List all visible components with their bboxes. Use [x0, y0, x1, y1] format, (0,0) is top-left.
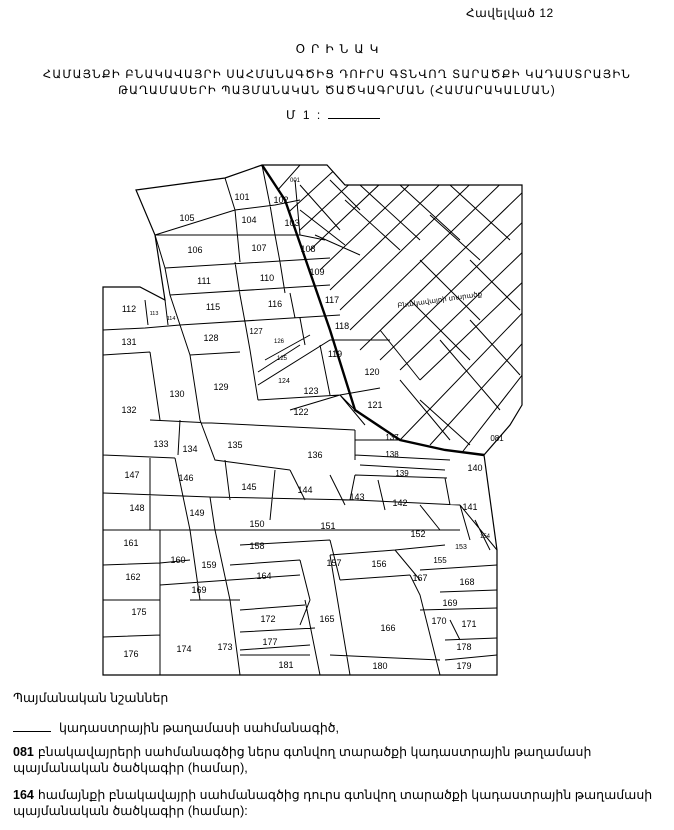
parcel-143: 143 [349, 492, 365, 502]
parcel-141: 141 [462, 502, 478, 512]
parcel-105: 105 [179, 213, 195, 223]
parcel-110: 110 [259, 273, 275, 283]
scale-label: Մ 1 : [286, 108, 323, 122]
parcel-151: 151 [320, 521, 336, 531]
annex-number: Հավելված 12 [466, 6, 554, 20]
sample-label: ՕՐԻՆԱԿ [295, 42, 385, 56]
parcel-111: 111 [197, 276, 211, 286]
legend-outside-text: համայնքի բնակավայրի սահմանագծից դուրս գտնվող տարածքի կադաստրային թաղամասի պայմանական ծածկագիր (համար): [13, 788, 653, 818]
legend-inside-text: բնակավայրերի սահմանագծից ներս գտնվող տարածքի կադաստրային թաղամասի պայմանական ծածկագիր (համար), [13, 745, 592, 775]
parcel-147: 147 [124, 470, 140, 480]
parcel-155: 155 [433, 556, 447, 565]
parcel-157: 157 [326, 558, 342, 568]
parcel-180: 180 [372, 661, 388, 671]
parcel-172: 172 [260, 614, 276, 624]
legend-outside [13, 787, 673, 819]
parcel-118: 118 [334, 321, 350, 331]
parcel-108: 108 [300, 244, 316, 254]
parcel-103: 103 [284, 218, 300, 228]
parcel-102: 102 [273, 195, 289, 205]
legend-code-inside: 081 [13, 745, 34, 759]
parcel-150: 150 [249, 519, 265, 529]
parcel-166: 166 [380, 623, 396, 633]
legend-inside [13, 744, 673, 776]
parcel-153: 153 [455, 544, 467, 551]
parcel-174: 174 [176, 644, 192, 654]
parcel-145: 145 [241, 482, 257, 492]
parcel-170: 170 [431, 616, 447, 626]
parcel-177: 177 [262, 637, 278, 647]
parcel-119: 119 [327, 349, 343, 359]
parcel-137: 137 [385, 433, 399, 442]
boundary-line-sample [13, 719, 51, 732]
parcel-142: 142 [392, 498, 408, 508]
settlement-label: Բնակավայրի տարածք [397, 291, 483, 310]
parcel-156: 156 [371, 559, 387, 569]
parcel-146: 146 [178, 473, 194, 483]
parcel-138: 138 [385, 450, 399, 459]
parcel-104: 104 [241, 215, 257, 225]
parcel-112: 112 [121, 304, 137, 314]
parcel-175: 175 [131, 607, 147, 617]
parcel-115: 115 [205, 302, 221, 312]
parcel-133: 133 [153, 439, 169, 449]
legend-title: Պայմանական նշաններ [13, 691, 169, 705]
parcel-131: 131 [121, 337, 137, 347]
scale [286, 108, 380, 122]
parcel-107: 107 [251, 243, 267, 253]
parcel-154: 154 [479, 534, 491, 540]
parcel-129: 129 [213, 382, 229, 392]
parcel-117: 117 [324, 295, 340, 305]
parcel-113: 113 [149, 311, 159, 317]
parcel-169b: 169 [442, 598, 458, 608]
parcel-152: 152 [410, 529, 426, 539]
parcel-171: 171 [461, 619, 477, 629]
parcel-122: 122 [293, 407, 309, 417]
parcel-120: 120 [364, 367, 380, 377]
parcel-121: 121 [367, 400, 383, 410]
title-line-1: ՀԱՄԱՅՆՔԻ ԲՆԱԿԱՎԱՅՐԻ ՍԱՀՄԱՆԱԳԾԻՑ ԴՈՒՐՍ ԳՏՆՎՈՂ ՏԱՐԱԾՔԻ ԿԱԴԱՍՏՐԱՅԻՆ [42, 69, 632, 81]
title-line-2: ԹԱՂԱՄԱՍԵՐԻ ՊԱՅՄԱՆԱԿԱՆ ԾԱԾԿԱԳՐՄԱՆ (ՀԱՄԱՐԱԿԱԼՄԱՆ) [118, 85, 556, 97]
parcel-136: 136 [307, 450, 323, 460]
parcel-179: 179 [456, 661, 472, 671]
parcel-161: 161 [123, 538, 139, 548]
parcel-168: 168 [459, 577, 475, 587]
parcel-169a: 169 [191, 585, 207, 595]
parcel-178: 178 [456, 642, 472, 652]
cadastral-map [0, 150, 674, 680]
scale-blank-line [328, 108, 380, 119]
parcel-173: 173 [217, 642, 233, 652]
parcel-181: 181 [278, 660, 294, 670]
parcel-134: 134 [182, 444, 198, 454]
parcel-114: 114 [166, 316, 176, 322]
parcel-126: 126 [273, 339, 285, 345]
parcel-148: 148 [129, 503, 145, 513]
legend-boundary-text: կադաստրային թաղամասի սահմանագիծ, [59, 721, 340, 735]
parcel-164: 164 [256, 571, 272, 581]
legend-code-outside: 164 [13, 788, 34, 802]
parcel-160: 160 [170, 555, 186, 565]
parcel-176: 176 [123, 649, 139, 659]
parcel-140: 140 [467, 463, 483, 473]
parcel-116: 116 [267, 299, 283, 309]
parcel-158: 158 [249, 541, 265, 551]
parcel-123: 123 [303, 386, 319, 396]
parcel-167: 167 [412, 573, 428, 583]
parcel-124: 124 [278, 378, 290, 385]
parcel-132: 132 [121, 405, 137, 415]
parcel-135: 135 [227, 440, 243, 450]
parcel-101: 101 [234, 192, 250, 202]
parcel-139: 139 [395, 469, 409, 478]
parcel-081: 081 [490, 434, 504, 443]
parcel-001: 001 [289, 178, 301, 184]
parcel-165: 165 [319, 614, 335, 624]
parcel-130: 130 [169, 389, 185, 399]
parcel-128: 128 [203, 333, 219, 343]
parcel-106: 106 [187, 245, 203, 255]
parcel-109: 109 [309, 267, 325, 277]
legend-boundary [13, 719, 339, 736]
parcel-159: 159 [201, 560, 217, 570]
parcel-144: 144 [297, 485, 313, 495]
parcel-125: 125 [276, 356, 288, 362]
parcel-127: 127 [249, 327, 263, 336]
parcel-162: 162 [125, 572, 141, 582]
parcel-149: 149 [189, 508, 205, 518]
